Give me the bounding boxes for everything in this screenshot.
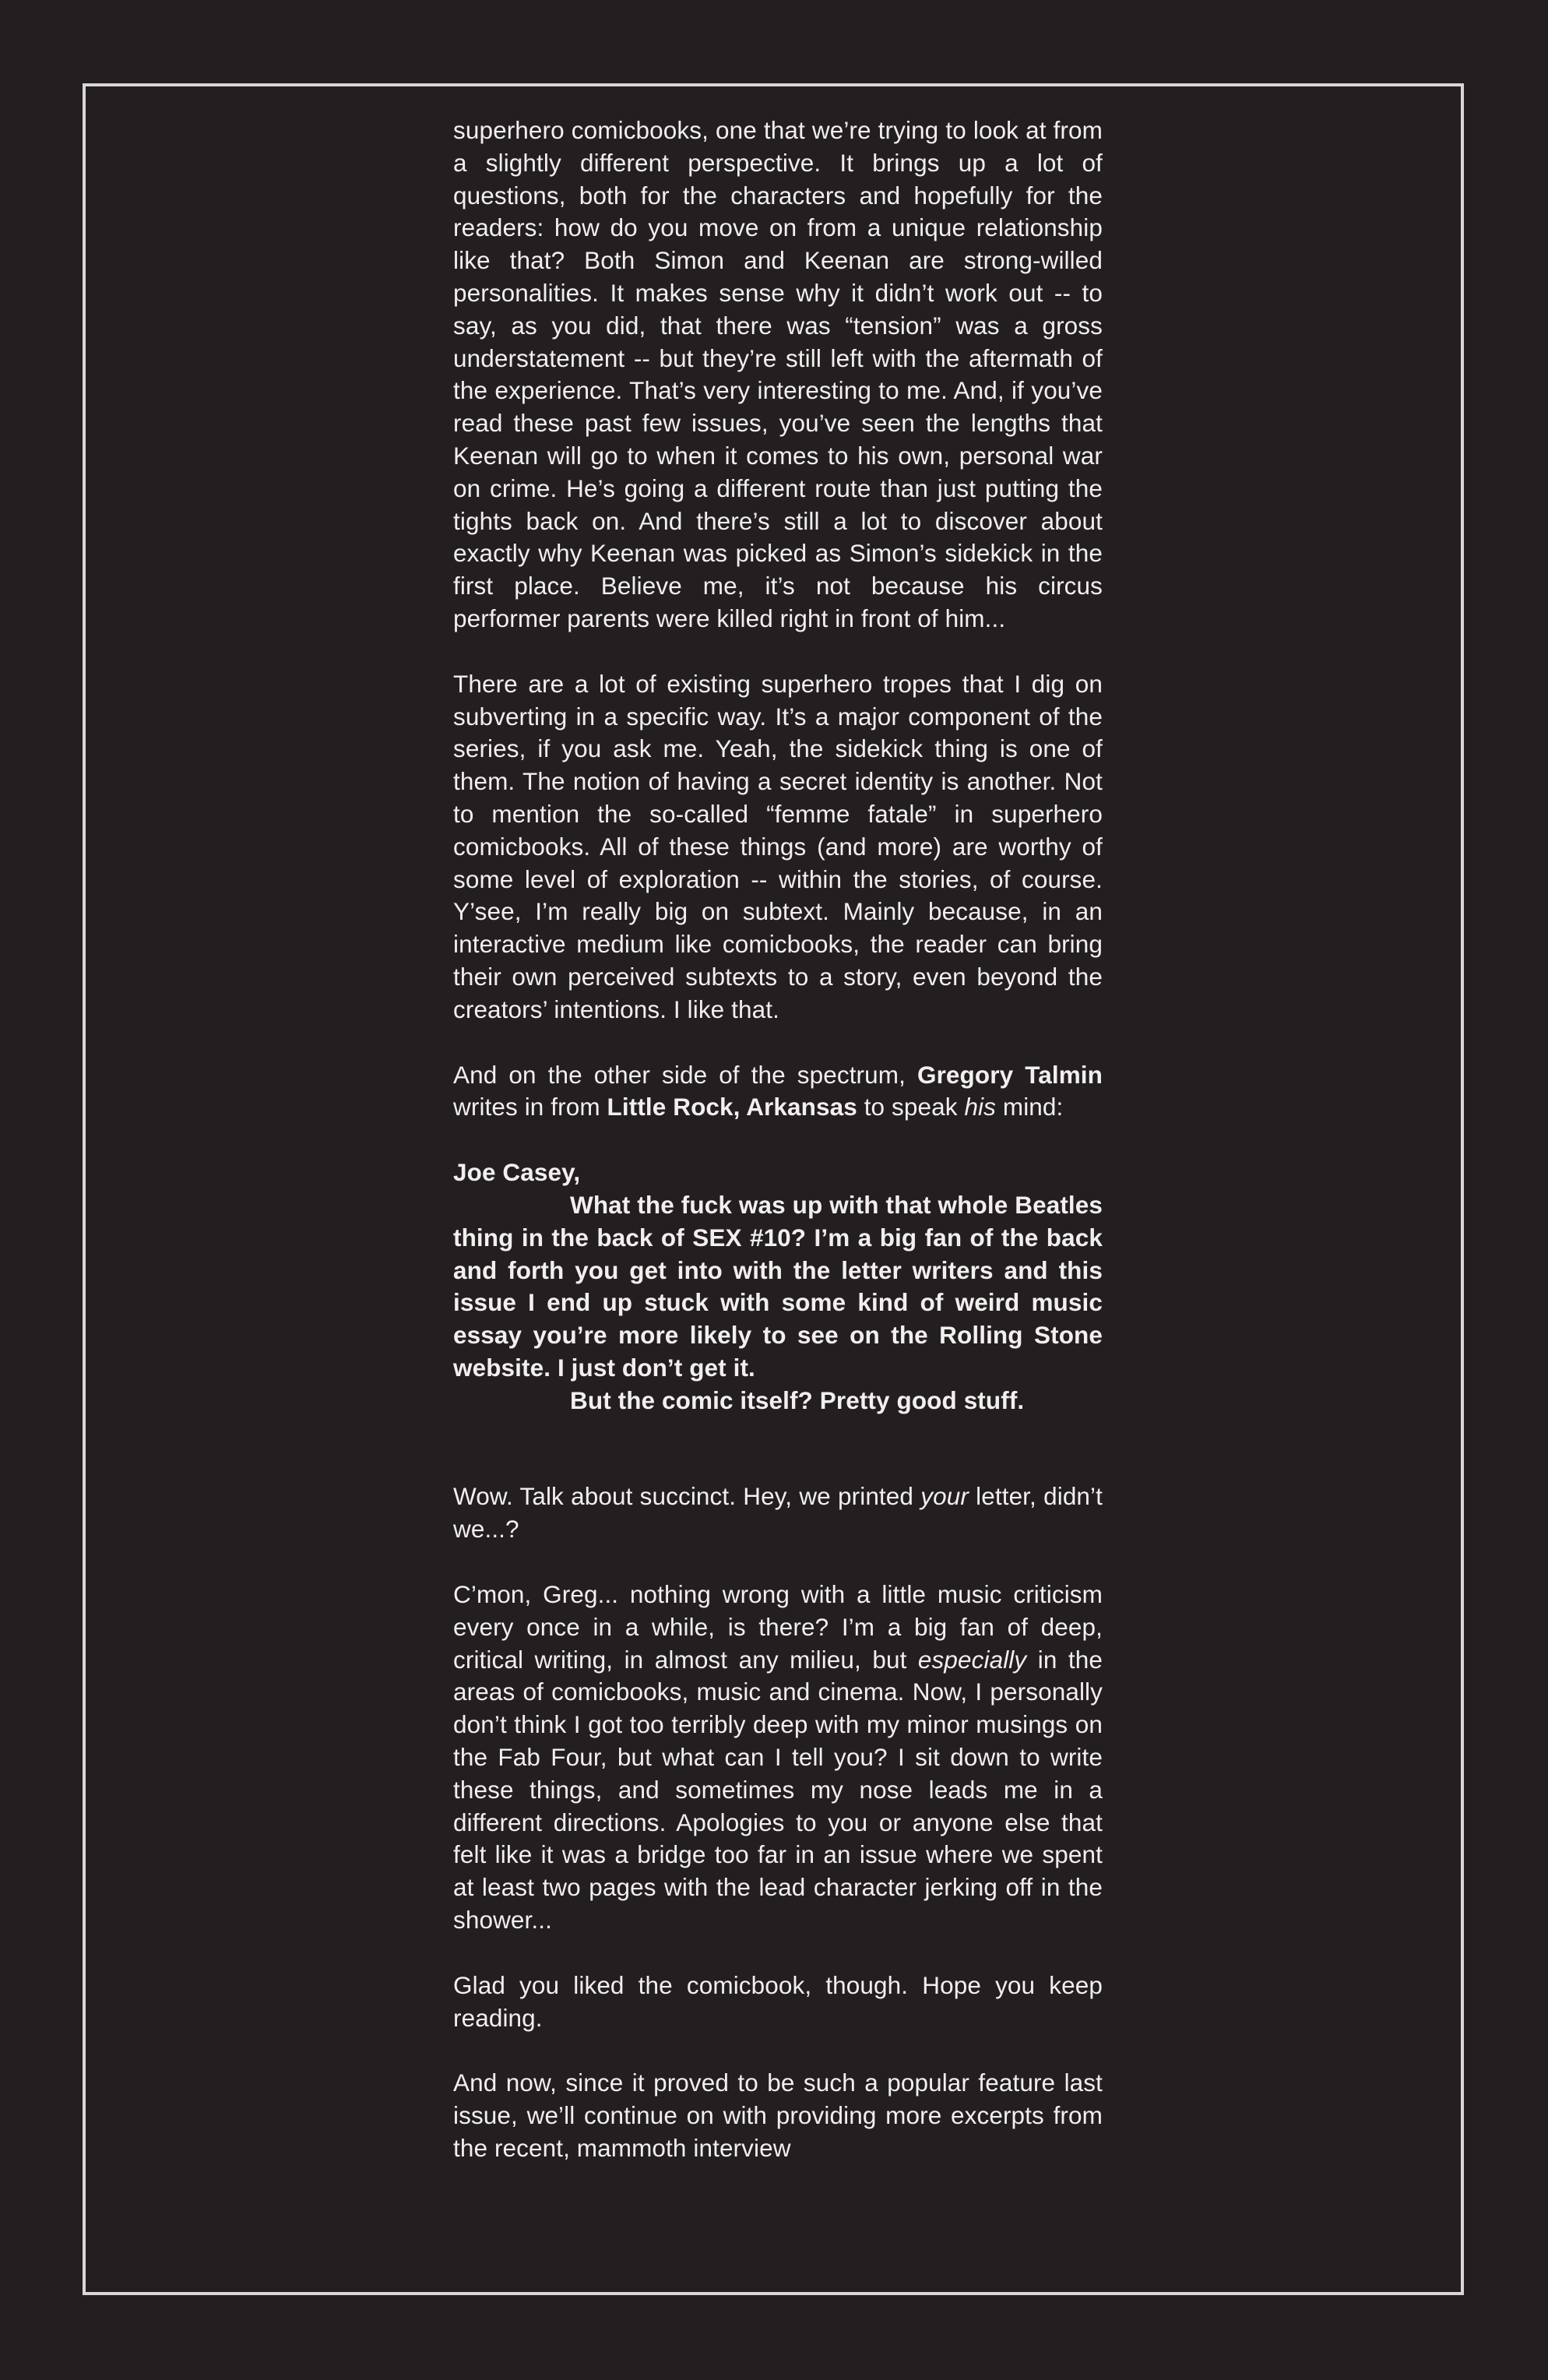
paragraph-interview-intro: And now, since it proved to be such a popular feature last issue, we’ll continue on with providing more excerpts from the recent, mammoth interview: [453, 2068, 1103, 2163]
paragraph-superhero-tropes: There are a lot of existing superhero tropes that I dig on subverting in a specific way. It’s a major component of the series, if you ask me. Yeah, the sidekick thing is one of them. The notion of having a secret identity is another. Not to mention the so-called “femme fatale” in superhero comicbooks. All of these things (and more) are worthy of some level of exploration -- within the stories, of course. Y’see, I’m really big on subtext. Mainly because, in an interactive medium like comicbooks, the reader can bring their own perceived subtexts to a story, even beyond the creators’ intentions. I like that.: [453, 669, 1103, 1023]
paragraph-response-succinct: [453, 1480, 1103, 1546]
intro-emphasis: his: [964, 1093, 997, 1121]
intro-text-post: to speak: [857, 1093, 965, 1121]
response-text-end: letter, didn’t we...?: [453, 1482, 1103, 1544]
letter-salutation: Joe Casey,: [453, 1158, 581, 1187]
criticism-emphasis: especially: [917, 1645, 1027, 1674]
criticism-text: C’mon, Greg... nothing wrong with a little music criticism every once in a while, is there? I’m a big fan of deep, critical writing, in almost any milieu, but: [453, 1580, 1103, 1674]
response-text: Wow. Talk about succinct. Hey, we printed: [453, 1482, 921, 1511]
intro-text-end: mind:: [996, 1093, 1064, 1121]
response-emphasis: your: [920, 1482, 969, 1511]
letter-writer-location: Little Rock, Arkansas: [607, 1093, 857, 1121]
paragraph-music-criticism: [453, 1579, 1103, 1937]
intro-text: And on the other side of the spectrum,: [453, 1060, 917, 1089]
reader-letter: [453, 1157, 1103, 1417]
intro-text-mid: writes in from: [453, 1093, 607, 1121]
letter-closing: But the comic itself? Pretty good stuff.: [570, 1385, 1025, 1414]
letter-writer-name: Gregory Talmin: [916, 1060, 1103, 1089]
paragraph-keep-reading: Glad you liked the comicbook, though. Hope you keep reading.: [453, 1970, 1103, 2032]
paragraph-sidekick-relationship: superhero comicbooks, one that we’re trying to look at from a slightly different perspective. It brings up a lot of questions, both for the characters and hopefully for the readers: how do you move on from a unique relationship like that? Both Simon and Keenan are strong-willed personalities. It makes sense why it didn’t work out -- to say, as you did, that there was “tension” was a gross understatement -- but they’re still left with the aftermath of the experience. That’s very interesting to me. And, if you’ve read these past few issues, you’ve seen the lengths that Keenan will go to when it comes to his own, personal war on crime. He’s going a different route than just putting the tights back on. And there’s still a lot to discover about exactly why Keenan was picked as Simon’s sidekick in the first place. Believe me, it’s not because his circus performer parents were killed right in front of him...: [453, 116, 1103, 632]
letters-column: [453, 114, 1103, 2198]
section-spacer: [453, 1449, 1103, 1480]
criticism-text-end: in the areas of comicbooks, music and cinema. Now, I personally don’t think I got too terribly deep with my minor musings on the Fab Four, but what can I tell you? I sit down to write these things, and sometimes my nose leads me in a different directions. Apologies to you or anyone else that felt like it was a bridge too far in an issue where we spent at least two pages with the lead character jerking off in the shower...: [453, 1645, 1103, 1935]
paragraph-letter-intro: [453, 1059, 1103, 1125]
letter-body: What the fuck was up with that whole Beatles thing in the back of SEX #10? I’m a big fan of the back and forth you get into with the letter writers and this issue I end up stuck with some kind of weird music essay you’re more likely to see on the Rolling Stone website. I just don’t get it.: [453, 1190, 1103, 1382]
